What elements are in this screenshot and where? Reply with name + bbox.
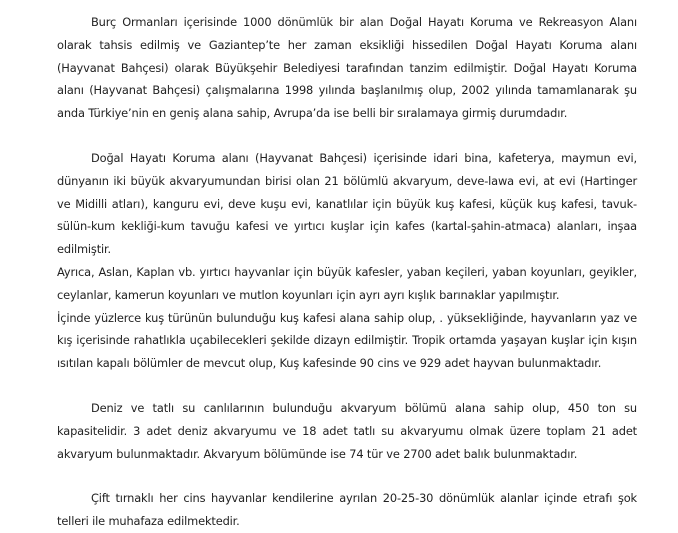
document-body (57, 11, 637, 533)
paragraph-aquarium: Deniz ve tatlı su canlılarının bulunduğu akvaryum bölümü alana sahip olup, 450 ton su kapasitelidir. 3 adet deniz akvaryumu ve 18 adet tatlı su akvaryumu olmak üzere toplam 21 adet akvaryum bulunmaktadır. Akvaryum bölümünde ise 74 tür ve 2700 adet balık bulunmaktadır. (57, 400, 637, 461)
paragraph-shelters: Ayrıca, Aslan, Kaplan vb. yırtıcı hayvanlar için büyük kafesler, yaban keçileri, yaban koyunları, geyikler, ceylanlar, kamerun koyunları ve mutlon koyunları için ayrı ayrı kışlık barınaklar yapılmıştır. (57, 264, 637, 302)
paragraph-gap (57, 125, 637, 147)
paragraph-hoofed-animals: Çift tırnaklı her cins hayvanlar kendilerine ayrılan 20-25-30 dönümlük alanlar içinde etrafı şok telleri ile muhafaza edilmektedir. (57, 491, 637, 529)
paragraph-bird-cage: İçinde yüzlerce kuş türünün bulunduğu kuş kafesi alana sahip olup, . yüksekliğinde, hayvanların yaz ve kış içerisinde rahatlıkla uçabilecekleri şekilde dizayn edilmiştir. Tropik ortamda yaşayan kuşlar için kışın ısıtılan kapalı bölümler de mevcut olup, Kuş kafesinde 90 cins ve 929 adet hayvan bulunmaktadır. (57, 310, 637, 371)
paragraph-gap (57, 375, 637, 397)
paragraph-facilities: Doğal Hayatı Koruma alanı (Hayvanat Bahçesi) içerisinde idari bina, kafeterya, maymun evi, dünyanın iki büyük akvaryumundan birisi olan 21 bölümlü akvaryum, deve-lawa evi, at evi (Hartinger ve Midilli atları), kanguru evi, deve kuşu evi, kanatlılar için büyük kuş kafesi, küçük kuş kafesi, tavuk-sülün-kum kekliği-kum tavuğu kafesi ve yırtıcı kuşlar için kafes (kartal-şahin-atmaca) alanları, inşaa edilmiştir. (57, 150, 637, 257)
paragraph-intro: Burç Ormanları içerisinde 1000 dönümlük bir alan Doğal Hayatı Koruma ve Rekreasyon Alanı olarak tahsis edilmiş ve Gaziantep’te her zaman eksikliği hissedilen Doğal Hayatı Koruma alanı (Hayvanat Bahçesi) olarak Büyükşehir Belediyesi tarafından tanzim edilmiştir. Doğal Hayatı Koruma alanı (Hayvanat Bahçesi) çalışmalarına 1998 yılında başlanılmış olup, 2002 yılında tamamlanarak şu anda Türkiye’nin en geniş alana sahip, Avrupa’da ise belli bir sıralamaya girmiş durumdadır. (57, 15, 637, 121)
paragraph-gap (57, 465, 637, 487)
